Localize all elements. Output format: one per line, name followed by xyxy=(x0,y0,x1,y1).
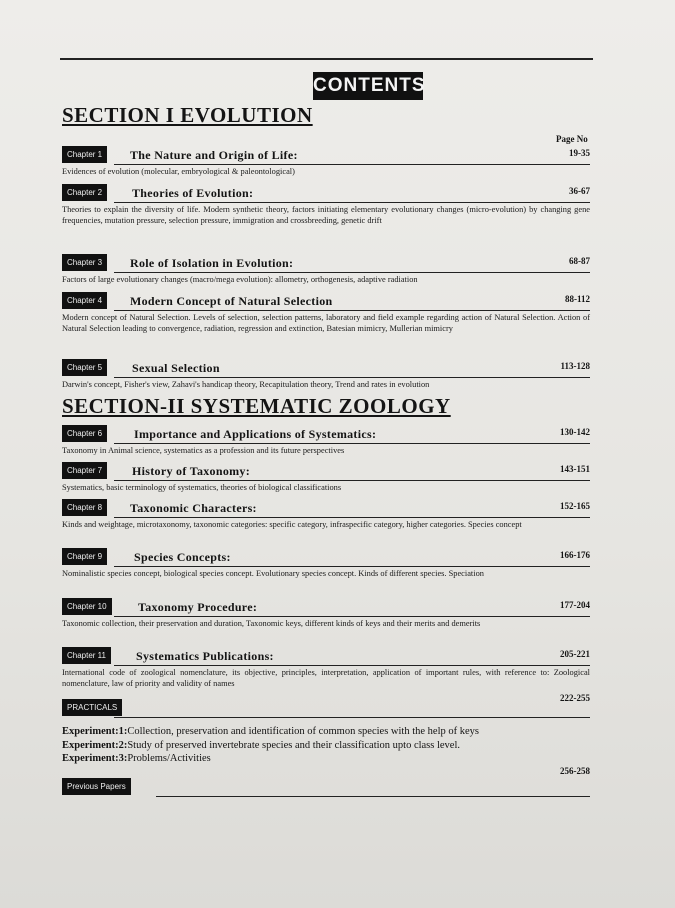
chapter-description: Kinds and weightage, microtaxonomy, taxonomic categories: specific category, infraspecific category, higher categories. Species concept xyxy=(62,520,522,529)
chapter-pages: 177-204 xyxy=(560,600,590,610)
chapter-entry xyxy=(62,292,590,334)
chapter-rule xyxy=(114,443,590,445)
chapter-description: Factors of large evolutionary changes (macro/mega evolution): allometry, orthogenesis, adaptive radiation xyxy=(62,275,418,284)
practicals-entry xyxy=(62,693,590,717)
chapter-rule xyxy=(114,517,590,519)
contents-heading: CONTENTS xyxy=(313,72,423,100)
chapter-description: Evidences of evolution (molecular, embryological & paleontological) xyxy=(62,167,295,176)
chapter-pages: 19-35 xyxy=(569,148,590,158)
practicals-rule xyxy=(114,717,590,719)
chapter-entry xyxy=(62,647,590,689)
chapter-badge: Chapter 3 xyxy=(62,254,107,271)
chapter-rule xyxy=(114,377,590,379)
chapter-badge: Chapter 6 xyxy=(62,425,107,442)
chapter-title: Taxonomy Procedure: xyxy=(138,600,258,614)
chapter-rule xyxy=(114,164,590,166)
chapter-badge: Chapter 1 xyxy=(62,146,107,163)
chapter-entry xyxy=(62,499,590,531)
chapter-entry xyxy=(62,184,590,226)
chapter-title: The Nature and Origin of Life: xyxy=(130,148,298,162)
chapter-pages: 205-221 xyxy=(560,649,590,659)
section-title-systematic-zoology: SECTION-II SYSTEMATIC ZOOLOGY xyxy=(62,394,451,418)
chapter-pages: 68-87 xyxy=(569,256,590,266)
chapter-description: International code of zoological nomenclature, its objective, principles, interpretation, application of important rules, with reference to: Zoological nomenclature, law of priority and validity of names xyxy=(62,668,590,688)
chapter-title: Sexual Selection xyxy=(132,361,220,375)
chapter-badge: Chapter 2 xyxy=(62,184,107,201)
chapter-rule xyxy=(114,616,590,618)
chapter-description: Nominalistic species concept, biological species concept. Evolutionary species concept. Kinds of different species. Speciation xyxy=(62,569,484,578)
chapter-pages: 152-165 xyxy=(560,501,590,511)
chapter-rule xyxy=(114,202,590,204)
chapter-description: Taxonomic collection, their preservation and duration, Taxonomic keys, different kinds of keys and their merits and demerits xyxy=(62,619,481,628)
chapter-entry xyxy=(62,462,590,494)
chapter-title: Species Concepts: xyxy=(134,550,231,564)
experiment-item: Experiment:2:Study of preserved invertebrate species and their classification upto class level. xyxy=(62,739,461,751)
chapter-title: Theories of Evolution: xyxy=(132,186,254,200)
chapter-title: Systematics Publications: xyxy=(136,649,274,663)
chapter-pages: 88-112 xyxy=(564,294,590,304)
page-no-header: Page No xyxy=(556,134,588,144)
chapter-rule xyxy=(114,480,590,482)
chapter-badge: Chapter 9 xyxy=(62,548,107,565)
previous-papers-entry xyxy=(62,766,590,796)
chapter-pages: 143-151 xyxy=(560,464,590,474)
practicals-pages: 222-255 xyxy=(560,693,590,703)
previous-papers-pages: 256-258 xyxy=(560,766,590,776)
chapter-rule xyxy=(114,272,590,274)
chapter-badge: Chapter 8 xyxy=(62,499,107,516)
chapter-entry xyxy=(62,254,590,286)
chapter-rule xyxy=(114,566,590,568)
chapter-entry xyxy=(62,146,590,178)
chapter-description: Theories to explain the diversity of life. Modern synthetic theory, factors initiating elementary evolutionary changes (micro-evolution) by changing gene frequencies, mutation pressure, selection pressure, immigration and crossbreeding, genetic drift xyxy=(62,205,590,225)
chapter-entry xyxy=(62,598,590,630)
chapter-title: Importance and Applications of Systematics: xyxy=(134,427,377,441)
experiment-item: Experiment:1:Collection, preservation and identification of common species with the help of keys xyxy=(62,726,479,737)
chapter-title: Modern Concept of Natural Selection xyxy=(130,294,333,308)
section-title-evolution: SECTION I EVOLUTION xyxy=(62,103,313,127)
chapter-description: Taxonomy in Animal science, systematics as a profession and its future perspectives xyxy=(62,446,345,455)
previous-papers-rule xyxy=(156,796,590,798)
chapter-pages: 166-176 xyxy=(560,550,590,560)
chapter-title: History of Taxonomy: xyxy=(132,464,251,478)
chapter-badge: Chapter 5 xyxy=(62,359,107,376)
experiments-list xyxy=(62,725,590,766)
chapter-pages: 113-128 xyxy=(560,361,590,371)
chapter-description: Modern concept of Natural Selection. Levels of selection, selection patterns, laboratory and field example regarding action of Natural Selection. Action of Natural Selection leading to convergence, radiation, regression and extinction, Batesian mimicry, Mullerian mimicry xyxy=(62,313,590,333)
chapter-entry xyxy=(62,425,590,457)
chapter-pages: 36-67 xyxy=(569,186,590,196)
practicals-badge: PRACTICALS xyxy=(62,699,122,716)
chapter-entry xyxy=(62,359,590,391)
previous-papers-badge: Previous Papers xyxy=(62,778,131,795)
chapter-badge: Chapter 10 xyxy=(62,598,112,615)
top-rule xyxy=(60,58,593,60)
chapter-badge: Chapter 11 xyxy=(62,647,111,664)
chapter-entry xyxy=(62,548,590,580)
chapter-badge: Chapter 7 xyxy=(62,462,107,479)
chapter-description: Darwin's concept, Fisher's view, Zahavi's handicap theory, Recapitulation theory, Trend and rates in evolution xyxy=(62,380,430,389)
chapter-badge: Chapter 4 xyxy=(62,292,107,309)
chapter-description: Systematics, basic terminology of systematics, theories of biological classifications xyxy=(62,483,342,492)
chapter-pages: 130-142 xyxy=(560,427,590,437)
experiment-item: Experiment:3:Problems/Activities xyxy=(62,753,211,764)
chapter-rule xyxy=(114,665,590,667)
chapter-title: Taxonomic Characters: xyxy=(130,501,257,515)
chapter-rule xyxy=(114,310,590,312)
chapter-title: Role of Isolation in Evolution: xyxy=(130,256,294,270)
